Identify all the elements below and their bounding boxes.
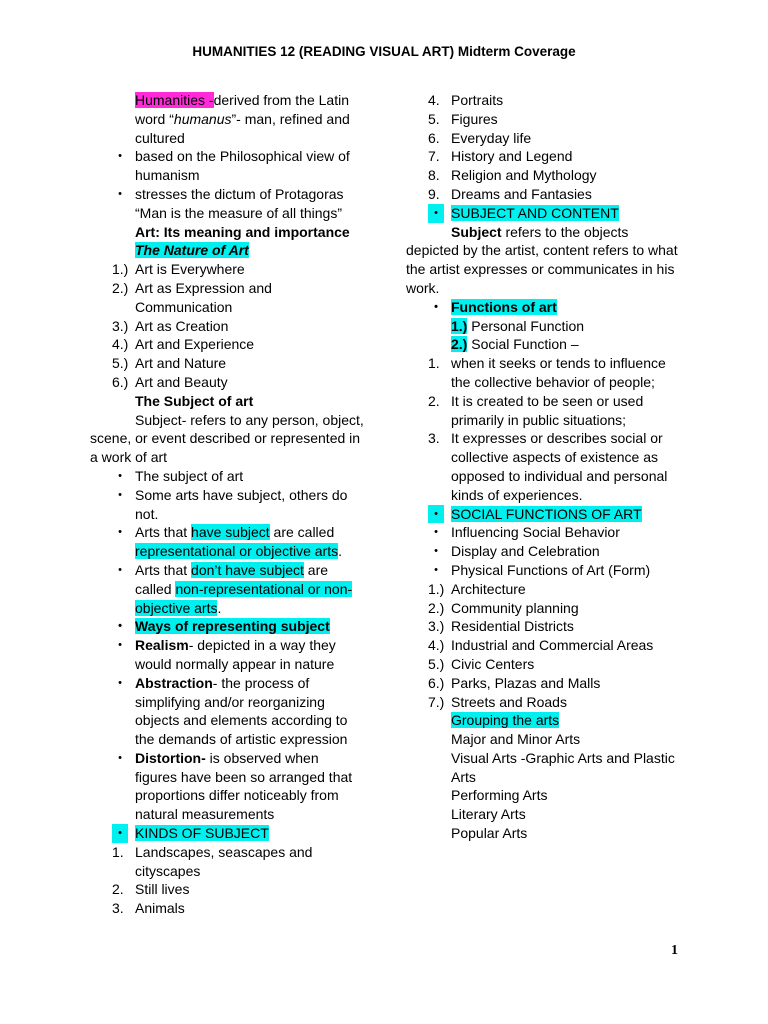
list-item: • The subject of art	[90, 467, 390, 486]
list-item: • Influencing Social Behavior	[406, 523, 696, 542]
subject-content-heading: SUBJECT AND CONTENT	[451, 204, 619, 221]
list-item: • Realism- depicted in a way they	[90, 636, 390, 655]
bullet-icon: •	[428, 505, 444, 524]
list-item: 4.) Industrial and Commercial Areas	[428, 637, 654, 654]
list-item	[406, 204, 696, 223]
bullet-icon: •	[118, 526, 122, 539]
list-item: • Arts that have subject are called	[90, 523, 390, 542]
list-item: 1.) Art is Everywhere	[112, 261, 245, 278]
list-item: 1. when it seeks or tends to influence	[428, 355, 666, 372]
list-item: 6. Everyday life	[428, 129, 532, 146]
list-item	[90, 824, 390, 843]
functions-heading: Functions of art	[451, 298, 557, 315]
list-item: 7. History and Legend	[428, 148, 573, 165]
right-column: 4. Portraits 5. Figures 6. Everyday life 7. History and Legend 8. Religion and Mythology 9. Dreams and Fantasies • SUBJECT AND CONTENT Subject refers to the objects depicted by the artist, content refers to what the artist expresses or communicates in his work. • Functions of art 1.) Personal Function 2.) Social Function – 1. when it seeks or tends to influence the collective behavior of people; 2. It is created to be seen or used primarily in public situations; 3. It expresses or describes social or collective aspects of existence as opposed to individual and personal kinds of experiences. • SOCIAL FUNCTIONS OF ART • Influencing Social Behavior • Display and Celebration • Physical Functions of Art (Form) 1.) Architecture 2.) Community planning 3.) Residential Districts 4.) Industrial and Commercial Areas 5.) Civic Centers 6.) Parks, Plazas and Malls 7.) Streets and Roads Grouping the arts Major and Minor Arts Visual Arts -Graphic Arts and Plastic Arts Performing Arts Literary Arts Popular Arts	[406, 91, 696, 843]
bullet-icon: •	[118, 488, 122, 501]
bullet-icon: •	[118, 469, 122, 482]
bullet-icon: •	[118, 187, 122, 200]
bullet-icon: •	[434, 526, 438, 539]
list-item	[406, 505, 696, 524]
list-item: 5.) Civic Centers	[428, 655, 535, 672]
nature-of-art-heading: The Nature of Art	[135, 242, 249, 259]
bullet-icon: •	[434, 563, 438, 576]
bullet-icon: •	[434, 300, 438, 313]
list-item: 5.) Art and Nature	[112, 355, 227, 372]
bullet-icon: •	[118, 676, 122, 689]
social-functions-heading: SOCIAL FUNCTIONS OF ART	[451, 505, 642, 522]
list-item: 5. Figures	[428, 110, 498, 127]
bullet-icon: •	[118, 150, 122, 163]
section-heading: Art: Its meaning and importance	[135, 223, 350, 240]
humanus-term: humanus	[173, 110, 232, 127]
list-item: 4. Portraits	[428, 92, 504, 108]
humanities-term: Humanities -	[135, 92, 214, 108]
humanities-definition: Humanities -derived from the Latin	[135, 92, 349, 108]
list-item: 8. Religion and Mythology	[428, 167, 597, 184]
list-item: • Display and Celebration	[406, 542, 696, 561]
list-item: 6.) Art and Beauty	[112, 373, 228, 390]
list-item: • Abstraction- the process of	[90, 674, 390, 693]
list-item: 2.) Art as Expression and	[112, 279, 272, 296]
bullet-icon: •	[428, 204, 444, 223]
list-item: 9. Dreams and Fantasies	[428, 185, 592, 202]
bullet-icon: •	[118, 563, 122, 576]
left-column: Humanities -derived from the Latin word “humanus”- man, refined and cultured • based on the Philosophical view of humanism • stresses the dictum of Protagoras “Man is the measure of all things” Art: Its meaning and importance The Nature of Art 1.) Art is Everywhere 2.) Art as Expression and Communication 3.) Art as Creation 4.) Art and Experience 5.) Art and Nature 6.) Art and Beauty The Subject of art Subject- refers to any person, object, scene, or event described or represented in a work of art • The subject of art • Some arts have subject, others do not. • Arts that have subject are called representational or objective arts. • Arts that don’t have subject are called non-representational or non- objective arts. • Ways of representing subject • Realism- depicted in a way they would normally appear in nature • Abstraction- the process of simplifying and/or reorganizing objects and elements according to the demands of artistic expression • Distortion- is observed when figures have been so arranged that proportions differ noticeably from natural measurements • KINDS OF SUBJECT 1. Landscapes, seascapes and cityscapes 2. Still lives 3. Animals	[90, 91, 390, 918]
list-item: 3.) Art as Creation	[112, 317, 229, 334]
list-item: • Distortion- is observed when	[90, 749, 390, 768]
list-item: 3. Animals	[112, 900, 185, 917]
bullet-icon: •	[118, 751, 122, 764]
list-item: 1. Landscapes, seascapes and	[112, 843, 313, 860]
list-item	[406, 298, 696, 317]
bullet-icon: •	[434, 545, 438, 558]
list-item: • Arts that don’t have subject are	[90, 561, 390, 580]
grouping-heading: Grouping the arts	[451, 712, 560, 729]
list-item: • based on the Philosophical view of	[90, 147, 390, 166]
bullet-icon: •	[112, 824, 128, 843]
document-title: HUMANITIES 12 (READING VISUAL ART) Midterm Coverage	[192, 44, 576, 59]
list-item: • stresses the dictum of Protagoras	[90, 185, 390, 204]
list-item: • Some arts have subject, others do	[90, 486, 390, 505]
list-item: 4.) Art and Experience	[112, 336, 255, 353]
list-item: 6.) Parks, Plazas and Malls	[428, 674, 601, 691]
list-item: 2.) Community planning	[428, 599, 579, 616]
bullet-icon: •	[118, 639, 122, 652]
list-item: 7.) Streets and Roads	[428, 693, 567, 710]
bullet-icon: •	[118, 620, 122, 633]
list-item: 3. It expresses or describes social or	[428, 430, 663, 447]
list-item: 2. It is created to be seen or used	[428, 392, 644, 409]
list-item: 2. Still lives	[112, 881, 190, 898]
ways-heading: Ways of representing subject	[135, 618, 330, 635]
list-item: • Physical Functions of Art (Form)	[406, 561, 696, 580]
list-item: 1.) Architecture	[428, 580, 526, 597]
section-heading: The Subject of art	[135, 392, 254, 409]
list-item: 3.) Residential Districts	[428, 618, 574, 635]
list-item	[90, 617, 390, 636]
page-number: 1	[671, 943, 678, 958]
kinds-heading: KINDS OF SUBJECT	[135, 825, 269, 842]
